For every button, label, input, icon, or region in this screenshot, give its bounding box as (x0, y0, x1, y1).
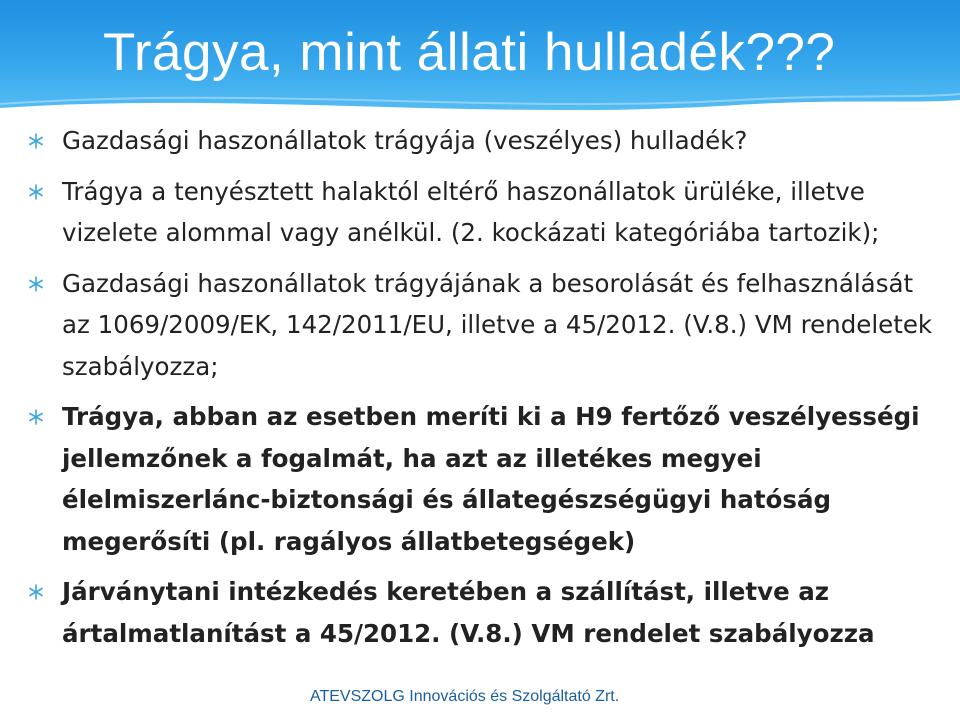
asterisk-bullet-icon (26, 131, 46, 151)
asterisk-bullet-icon (26, 407, 46, 427)
bullet-item (26, 571, 946, 654)
bullet-text: Trágya, abban az esetben meríti ki a H9 fertőző veszélyességi jellemzőnek a fogalmát, ha azt az illetékes megyei élelmiszerlánc-biztonsági és állategészségügyi hatóság megerősíti (pl. ragályos állatbetegségek) (62, 402, 920, 556)
bullet-text: Járványtani intézkedés keretében a szállítást, illetve az ártalmatlanítást a 45/2012. (V.8.) VM rendelet szabályozza (62, 577, 875, 648)
asterisk-bullet-icon (26, 182, 46, 202)
bullet-list (26, 120, 946, 663)
bullet-item (26, 171, 946, 254)
footer-company: ATEVSZOLG Innovációs és Szolgáltató Zrt. (310, 688, 620, 705)
bullet-item (26, 120, 946, 162)
bullet-text: Gazdasági haszonállatok trágyájának a besorolását és felhasználását az 1069/2009/EK, 142/2011/EU, illetve a 45/2012. (V.8.) VM rendeletek szabályozza; (62, 268, 933, 381)
asterisk-bullet-icon (26, 274, 46, 294)
asterisk-bullet-icon (26, 582, 46, 602)
bullet-item (26, 263, 946, 388)
bullet-item (26, 396, 946, 562)
bullet-text: Trágya a tenyésztett halaktól eltérő haszonállatok ürüléke, illetve vizelete alommal vagy anélkül. (2. kockázati kategóriába tartozik); (62, 176, 880, 247)
slide-title: Trágya, mint állati hulladék??? (103, 23, 836, 82)
bullet-text: Gazdasági haszonállatok trágyája (veszélyes) hulladék? (62, 126, 748, 155)
